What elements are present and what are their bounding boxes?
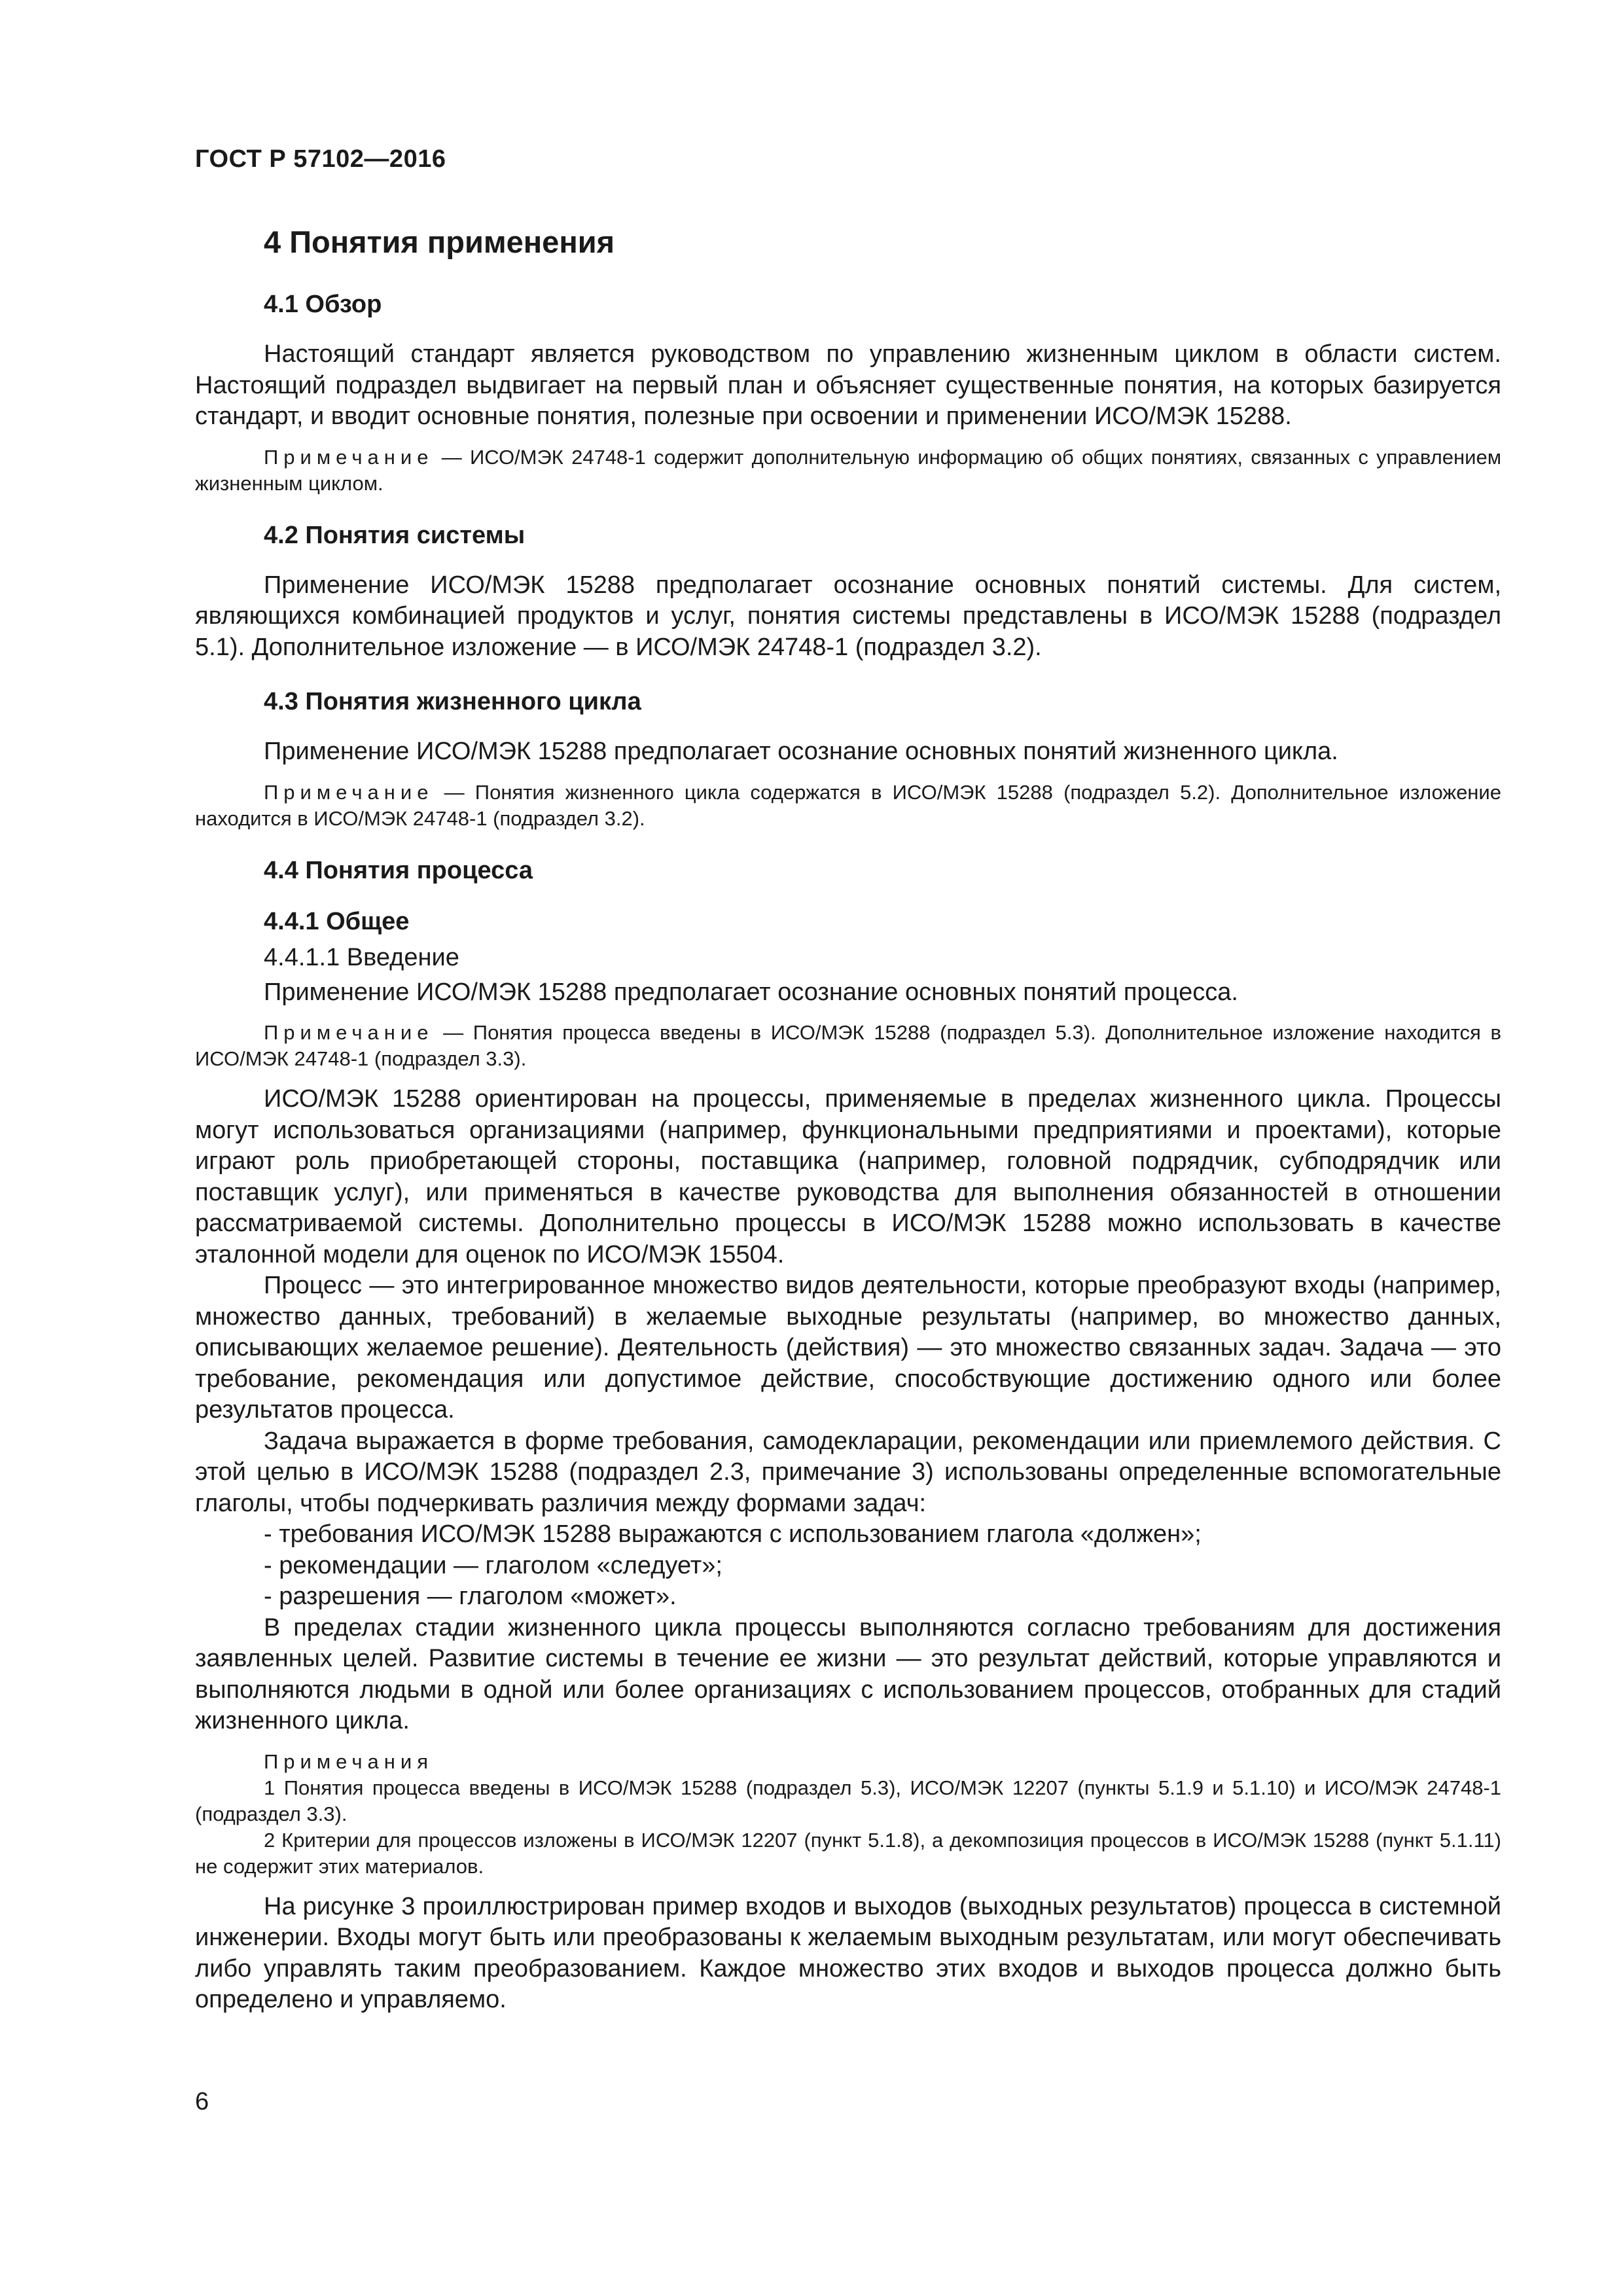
page-number: 6 bbox=[195, 2088, 209, 2115]
note-item-2: 2 Критерии для процессов изложены в ИСО/МЭК 12207 (пункт 5.1.8), а декомпозиция процессов в ИСО/МЭК 15288 (пункт 5.1.11) не содержит этих материалов. bbox=[195, 1828, 1501, 1878]
process-paragraph-1: ИСО/МЭК 15288 ориентирован на процессы, применяемые в пределах жизненного цикла. Процессы могут использоваться организациями (например, функциональными предприятиями и проектами), которые играют роль приобретающей стороны, поставщика (например, головной подрядчик, субподрядчик или поставщик услуг), или применяться в качестве руководства для выполнения обязанностей в отношении рассматриваемой системы. Дополнительно процессы в ИСО/МЭК 15288 можно использовать в качестве эталонной модели для оценок по ИСО/МЭК 15504. bbox=[195, 1085, 1501, 1268]
note-text: — Понятия жизненного цикла содержатся в ИСО/МЭК 15288 (подраздел 5.2). Дополнительное изложение находится в ИСО/МЭК 24748-1 (подраздел 3.2). bbox=[195, 780, 1501, 830]
notes-title: Примечания bbox=[264, 1749, 433, 1773]
subsection-4-4-note bbox=[195, 1020, 1501, 1072]
subsection-4-4-1-1-title: 4.4.1.1 Введение bbox=[264, 943, 459, 971]
note-label: Примечание bbox=[264, 780, 434, 804]
note-label: Примечание bbox=[264, 445, 434, 469]
note-label: Примечание bbox=[264, 1021, 434, 1044]
section-title: 4 Понятия применения bbox=[264, 224, 615, 259]
list-item: - требования ИСО/МЭК 15288 выражаются с использованием глагола «должен»; bbox=[264, 1520, 1202, 1548]
note-text: — ИСО/МЭК 24748-1 содержит дополнительную информацию об общих понятиях, связанных с управлением жизненным циклом. bbox=[195, 445, 1501, 495]
subsection-4-4-1-title: 4.4.1 Общее bbox=[264, 907, 410, 935]
subsection-4-3-note bbox=[195, 780, 1501, 832]
subsection-4-4-1-1-intro: Применение ИСО/МЭК 15288 предполагает осознание основных понятий процесса. bbox=[264, 978, 1238, 1006]
subsection-4-1-title: 4.1 Обзор bbox=[264, 291, 382, 318]
note-item-1: 1 Понятия процесса введены в ИСО/МЭК 15288 (подраздел 5.3), ИСО/МЭК 12207 (пункты 5.1.9 и 5.1.10) и ИСО/МЭК 24748-1 (подраздел 3.3). bbox=[195, 1776, 1501, 1825]
process-paragraph-2: Процесс — это интегрированное множество видов деятельности, которые преобразуют входы (например, множество данных, требований) в желаемые выходные результаты (например, во множество данных, описывающих желаемое решение). Деятельность (действия) — это множество связанных задач. Задача — это требование, рекомендация или допустимое действие, способствующие достижению одного или более результатов процесса. bbox=[195, 1272, 1501, 1424]
process-paragraph-3: Задача выражается в форме требования, самодекларации, рекомендации или приемлемого действия. С этой целью в ИСО/МЭК 15288 (подраздел 2.3, примечание 3) использованы определенные вспомогательные глаголы, чтобы подчеркивать различия между формами задач: bbox=[195, 1427, 1501, 1517]
subsection-4-3-title: 4.3 Понятия жизненного цикла bbox=[264, 688, 641, 715]
page-content bbox=[195, 223, 1501, 2016]
subsection-4-1-paragraph: Настоящий стандарт является руководством по управлению жизненным циклом в области систем. Настоящий подраздел выдвигает на первый план и объясняет существенные понятия, на которых базируется стандарт, и вводит основные понятия, полезные при освоении и применении ИСО/МЭК 15288. bbox=[195, 340, 1501, 430]
note-text: — Понятия процесса введены в ИСО/МЭК 15288 (подраздел 5.3). Дополнительное изложение находится в ИСО/МЭК 24748-1 (подраздел 3.3). bbox=[195, 1021, 1501, 1070]
subsection-4-4-title: 4.4 Понятия процесса bbox=[264, 856, 533, 884]
process-paragraph-4: В пределах стадии жизненного цикла процессы выполняются согласно требованиям для достижения заявленных целей. Развитие системы в течение ее жизни — это результат действий, которые управляются и выполняются людьми в одной или более организациях с использованием процессов, отобранных для стадий жизненного цикла. bbox=[195, 1613, 1501, 1734]
subsection-4-3-paragraph: Применение ИСО/МЭК 15288 предполагает осознание основных понятий жизненного цикла. bbox=[264, 738, 1338, 765]
document-id-header: ГОСТ Р 57102—2016 bbox=[195, 145, 446, 173]
subsection-4-2-title: 4.2 Понятия системы bbox=[264, 521, 526, 549]
process-paragraph-5: На рисунке 3 проиллюстрирован пример входов и выходов (выходных результатов) процесса в системной инженерии. Входы могут быть или преобразованы к желаемым выходным результатам, или могут обеспечивать либо управлять таким преобразованием. Каждое множество этих входов и выходов процесса должно быть определено и управляемо. bbox=[195, 1892, 1501, 2013]
subsection-4-1-note bbox=[195, 444, 1501, 497]
subsection-4-2-paragraph: Применение ИСО/МЭК 15288 предполагает осознание основных понятий системы. Для систем, являющихся комбинацией продуктов и услуг, понятия системы представлены в ИСО/МЭК 15288 (подраздел 5.1). Дополнительное изложение — в ИСО/МЭК 24748-1 (подраздел 3.2). bbox=[195, 571, 1501, 661]
list-item: - разрешения — глаголом «может». bbox=[264, 1583, 677, 1610]
list-item: - рекомендации — глаголом «следует»; bbox=[264, 1551, 722, 1579]
